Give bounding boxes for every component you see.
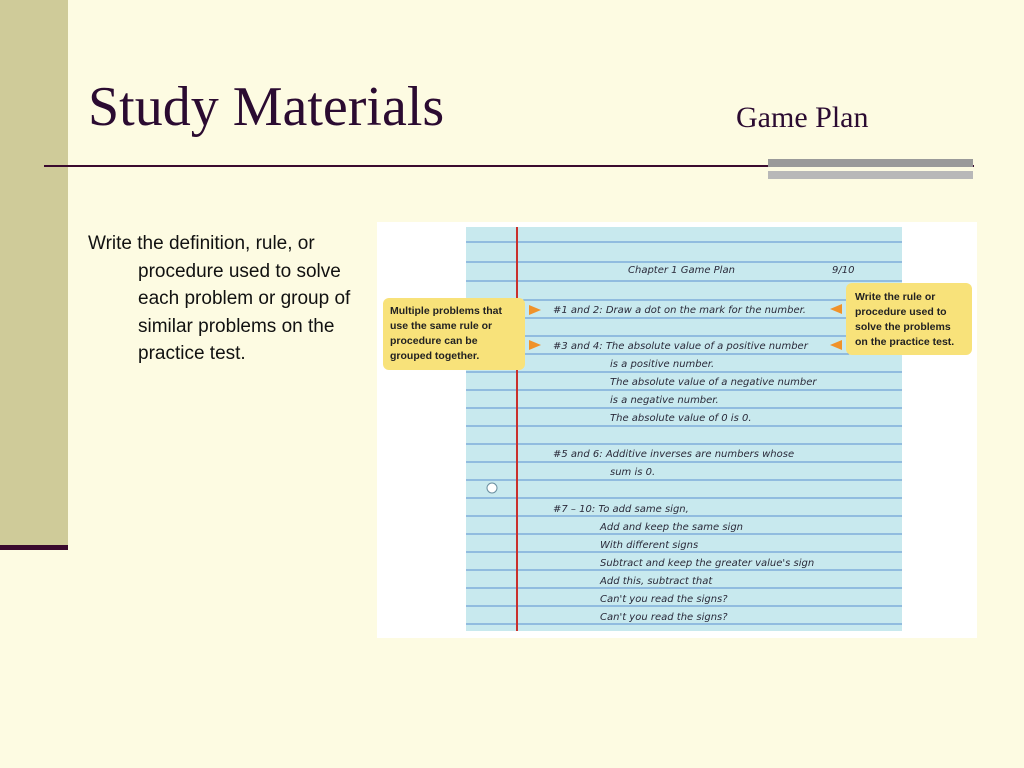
side-accent-band-foot (0, 545, 68, 550)
divider-accent-top (768, 159, 973, 167)
callout-right-line-4: on the practice test. (855, 336, 955, 348)
notebook-line-12: Subtract and keep the greater value's sign (600, 558, 815, 569)
callout-left-line-2: use the same rule or (390, 320, 493, 332)
notebook-line-7: #5 and 6: Additive inverses are numbers whose (553, 449, 795, 460)
divider-accent-bottom (768, 171, 973, 179)
notebook-figure (377, 222, 977, 638)
notebook-line-8: sum is 0. (610, 467, 656, 478)
slide-subtitle: Game Plan (736, 101, 869, 134)
notebook-line-9: #7 – 10: To add same sign, (553, 504, 689, 515)
callout-left-line-1: Multiple problems that (390, 305, 503, 317)
notebook-line-5: is a negative number. (610, 395, 719, 406)
notebook-line-4: The absolute value of a negative number (610, 377, 817, 388)
callout-right-line-1: Write the rule or (855, 291, 936, 303)
notebook-line-2: #3 and 4: The absolute value of a positive number (553, 341, 808, 352)
notebook-line-14: Can't you read the signs? (600, 594, 728, 605)
callout-right-line-2: procedure used to (855, 306, 947, 318)
binder-hole (487, 483, 497, 493)
notebook-illustration (377, 222, 977, 638)
callout-left (383, 298, 525, 370)
slide-title: Study Materials (88, 76, 445, 138)
callout-right (846, 283, 972, 355)
notebook-line-11: With different signs (600, 540, 699, 551)
callout-left-line-4: grouped together. (390, 350, 480, 362)
notebook-line-1: #1 and 2: Draw a dot on the mark for the number. (553, 305, 806, 316)
body-text: Write the definition, rule, or procedure used to solve each problem or group of similar problems on the practice test. (88, 233, 351, 364)
side-accent-band (0, 0, 68, 545)
callout-right-line-3: solve the problems (855, 321, 951, 333)
notebook-line-3: is a positive number. (610, 359, 715, 370)
callout-left-line-3: procedure can be (390, 335, 478, 347)
notebook-line-13: Add this, subtract that (600, 576, 713, 587)
notebook-date: 9/10 (832, 265, 855, 276)
notebook-title: Chapter 1 Game Plan (628, 265, 735, 276)
notebook-line-6: The absolute value of 0 is 0. (610, 413, 752, 424)
notebook-line-10: Add and keep the same sign (600, 522, 744, 533)
notebook-line-15: Can't you read the signs? (600, 612, 728, 623)
